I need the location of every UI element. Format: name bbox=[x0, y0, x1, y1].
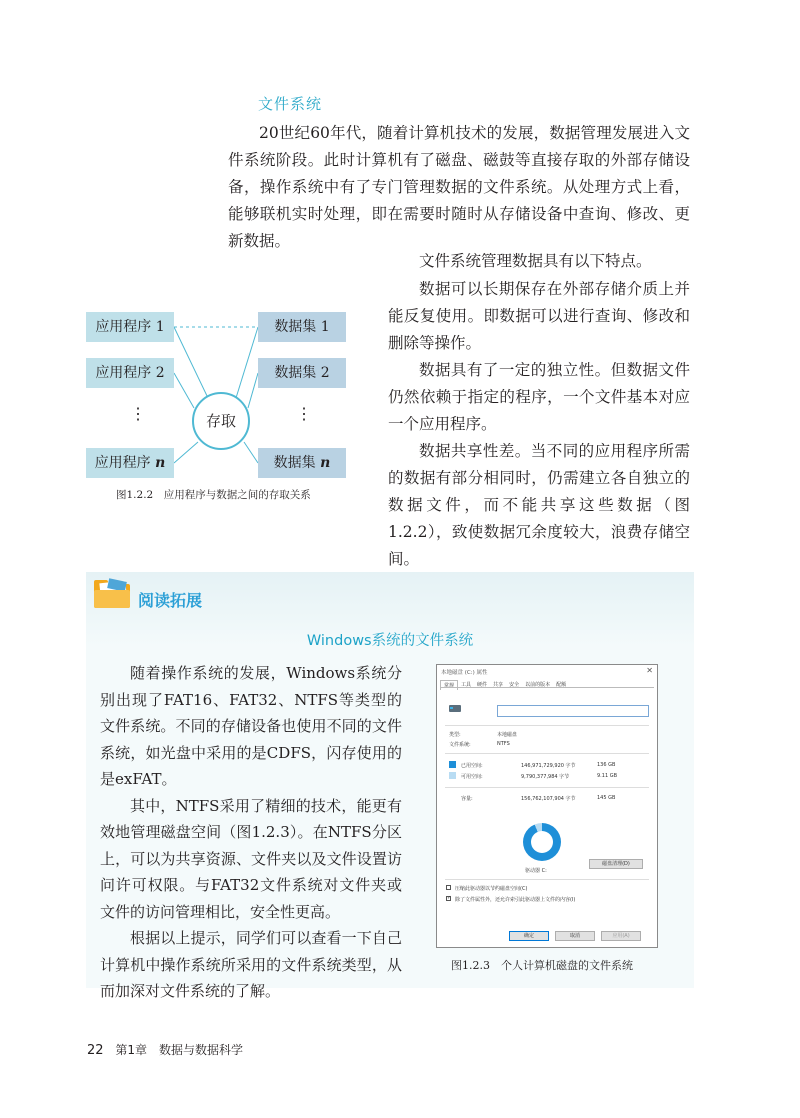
app-box-2: 应用程序 2 bbox=[86, 358, 174, 388]
page-number: 22 bbox=[87, 1043, 104, 1058]
cancel-button[interactable]: 取消 bbox=[555, 931, 595, 941]
free-swatch bbox=[449, 772, 456, 779]
close-icon[interactable]: ✕ bbox=[646, 666, 653, 675]
app-box-1: 应用程序 1 bbox=[86, 312, 174, 342]
free-label: 可用空间: bbox=[461, 774, 483, 780]
reading-paragraph-1: 随着操作系统的发展，Windows系统分别出现了FAT16、FAT32、NTFS等类型的文件系统。不同的存储设备也使用不同的文件系统，如光盘中采用的是CDFS，闪存使用的是exFAT。 bbox=[100, 664, 402, 788]
chapter-title: 第1章 数据与数据科学 bbox=[115, 1043, 244, 1057]
used-label: 已用空间: bbox=[461, 763, 483, 769]
feature-1: 数据可以长期保存在外部存储介质上并能反复使用。即数据可以进行查询、修改和删除等操作。 bbox=[388, 280, 690, 352]
index-label: 除了文件属性外，还允许索引此驱动器上文件的内容(I) bbox=[455, 897, 576, 903]
feature-3: 数据共享性差。当不同的应用程序所需的数据有部分相同时，仍需建立各自独立的数据文件，而不能共享这些数据（图1.2.2），致使数据冗余度较大，浪费存储空间。 bbox=[388, 442, 690, 568]
feature-2: 数据具有了一定的独立性。但数据文件仍然依赖于指定的程序，一个文件基本对应一个应用程序。 bbox=[388, 361, 690, 433]
type-value: 本地磁盘 bbox=[497, 732, 518, 738]
page-footer bbox=[87, 1041, 243, 1058]
fs-label: 文件系统: bbox=[449, 742, 471, 748]
ok-button[interactable]: 确定 bbox=[509, 931, 549, 941]
drive-label: 驱动器 C: bbox=[525, 868, 547, 874]
capacity-label: 容量: bbox=[461, 796, 473, 802]
reading-paragraph-3: 根据以上提示，同学们可以查看一下自己计算机中操作系统所采用的文件系统类型，从而加深对文件系统的了解。 bbox=[100, 929, 402, 1000]
used-swatch bbox=[449, 761, 456, 768]
drive-icon bbox=[449, 705, 461, 712]
drive-name-input[interactable] bbox=[497, 705, 649, 717]
fs-value: NTFS bbox=[497, 741, 510, 747]
section-title: 文件系统 bbox=[258, 95, 323, 113]
tab-quota[interactable]: 配额 bbox=[556, 682, 567, 688]
reading-title: 阅读拓展 bbox=[138, 591, 203, 610]
tab-hardware[interactable]: 硬件 bbox=[477, 682, 488, 688]
reading-body bbox=[100, 660, 402, 1005]
tab-general[interactable]: 常规 bbox=[440, 680, 458, 690]
dataset-box-1: 数据集 1 bbox=[258, 312, 346, 342]
dataset-box-n: 数据集 n bbox=[258, 448, 346, 478]
features-block bbox=[388, 248, 690, 573]
disk-usage-donut bbox=[523, 823, 561, 861]
tab-security[interactable]: 安全 bbox=[509, 682, 520, 688]
index-checkbox[interactable] bbox=[446, 896, 451, 901]
tab-tools[interactable]: 工具 bbox=[461, 682, 472, 688]
type-label: 类型: bbox=[449, 732, 461, 738]
figure-caption-1-2-2: 图1.2.2 应用程序与数据之间的存取关系 bbox=[116, 489, 311, 501]
intro-text: 20世纪60年代，随着计算机技术的发展，数据管理发展进入文件系统阶段。此时计算机有了磁盘、磁鼓等直接存取的外部存储设备，操作系统中有了专门管理数据的文件系统。从处理方式上看，能够联机实时处理，即在需要时随时从存储设备中查询、修改、更新数据。 bbox=[228, 124, 690, 250]
features-lead: 文件系统管理数据具有以下特点。 bbox=[419, 252, 652, 270]
compress-label: 压缩此驱动器以节约磁盘空间(C) bbox=[455, 886, 528, 892]
compress-checkbox[interactable] bbox=[446, 885, 451, 890]
free-bytes: 9,790,377,984 字节 bbox=[521, 774, 570, 780]
reading-extension-box bbox=[86, 572, 694, 1000]
intro-paragraph bbox=[228, 120, 690, 255]
dialog-tabs bbox=[440, 680, 569, 690]
used-bytes: 146,971,729,920 字节 bbox=[521, 763, 576, 769]
dataset-box-2: 数据集 2 bbox=[258, 358, 346, 388]
tab-sharing[interactable]: 共享 bbox=[493, 682, 504, 688]
tab-previous-versions[interactable]: 以前的版本 bbox=[525, 682, 551, 688]
access-circle: 存取 bbox=[192, 392, 250, 450]
used-gb: 136 GB bbox=[597, 762, 616, 768]
apply-button[interactable]: 应用(A) bbox=[601, 931, 641, 941]
reading-paragraph-2: 其中，NTFS采用了精细的技术，能更有效地管理磁盘空间（图1.2.3）。在NTFS分区上，可以为共享资源、文件夹以及文件设置访问许可权限。与FAT32文件系统对文件夹或文件的访问管理相比，安全性更高。 bbox=[100, 796, 402, 921]
disk-properties-dialog bbox=[436, 664, 658, 948]
reading-subtitle: Windows系统的文件系统 bbox=[306, 633, 474, 649]
capacity-gb: 145 GB bbox=[597, 795, 616, 801]
access-diagram bbox=[86, 312, 356, 484]
dialog-title: 本地磁盘 (C:) 属性 bbox=[441, 670, 488, 676]
disk-cleanup-button[interactable]: 磁盘清理(D) bbox=[589, 859, 643, 869]
app-ellipsis: ⋮ bbox=[130, 404, 146, 423]
capacity-bytes: 156,762,107,904 字节 bbox=[521, 796, 576, 802]
app-box-n: 应用程序 n bbox=[86, 448, 174, 478]
figure-caption-1-2-3: 图1.2.3 个人计算机磁盘的文件系统 bbox=[451, 959, 633, 972]
dataset-ellipsis: ⋮ bbox=[296, 404, 312, 423]
folder-icon bbox=[94, 580, 130, 608]
free-gb: 9.11 GB bbox=[597, 773, 618, 779]
